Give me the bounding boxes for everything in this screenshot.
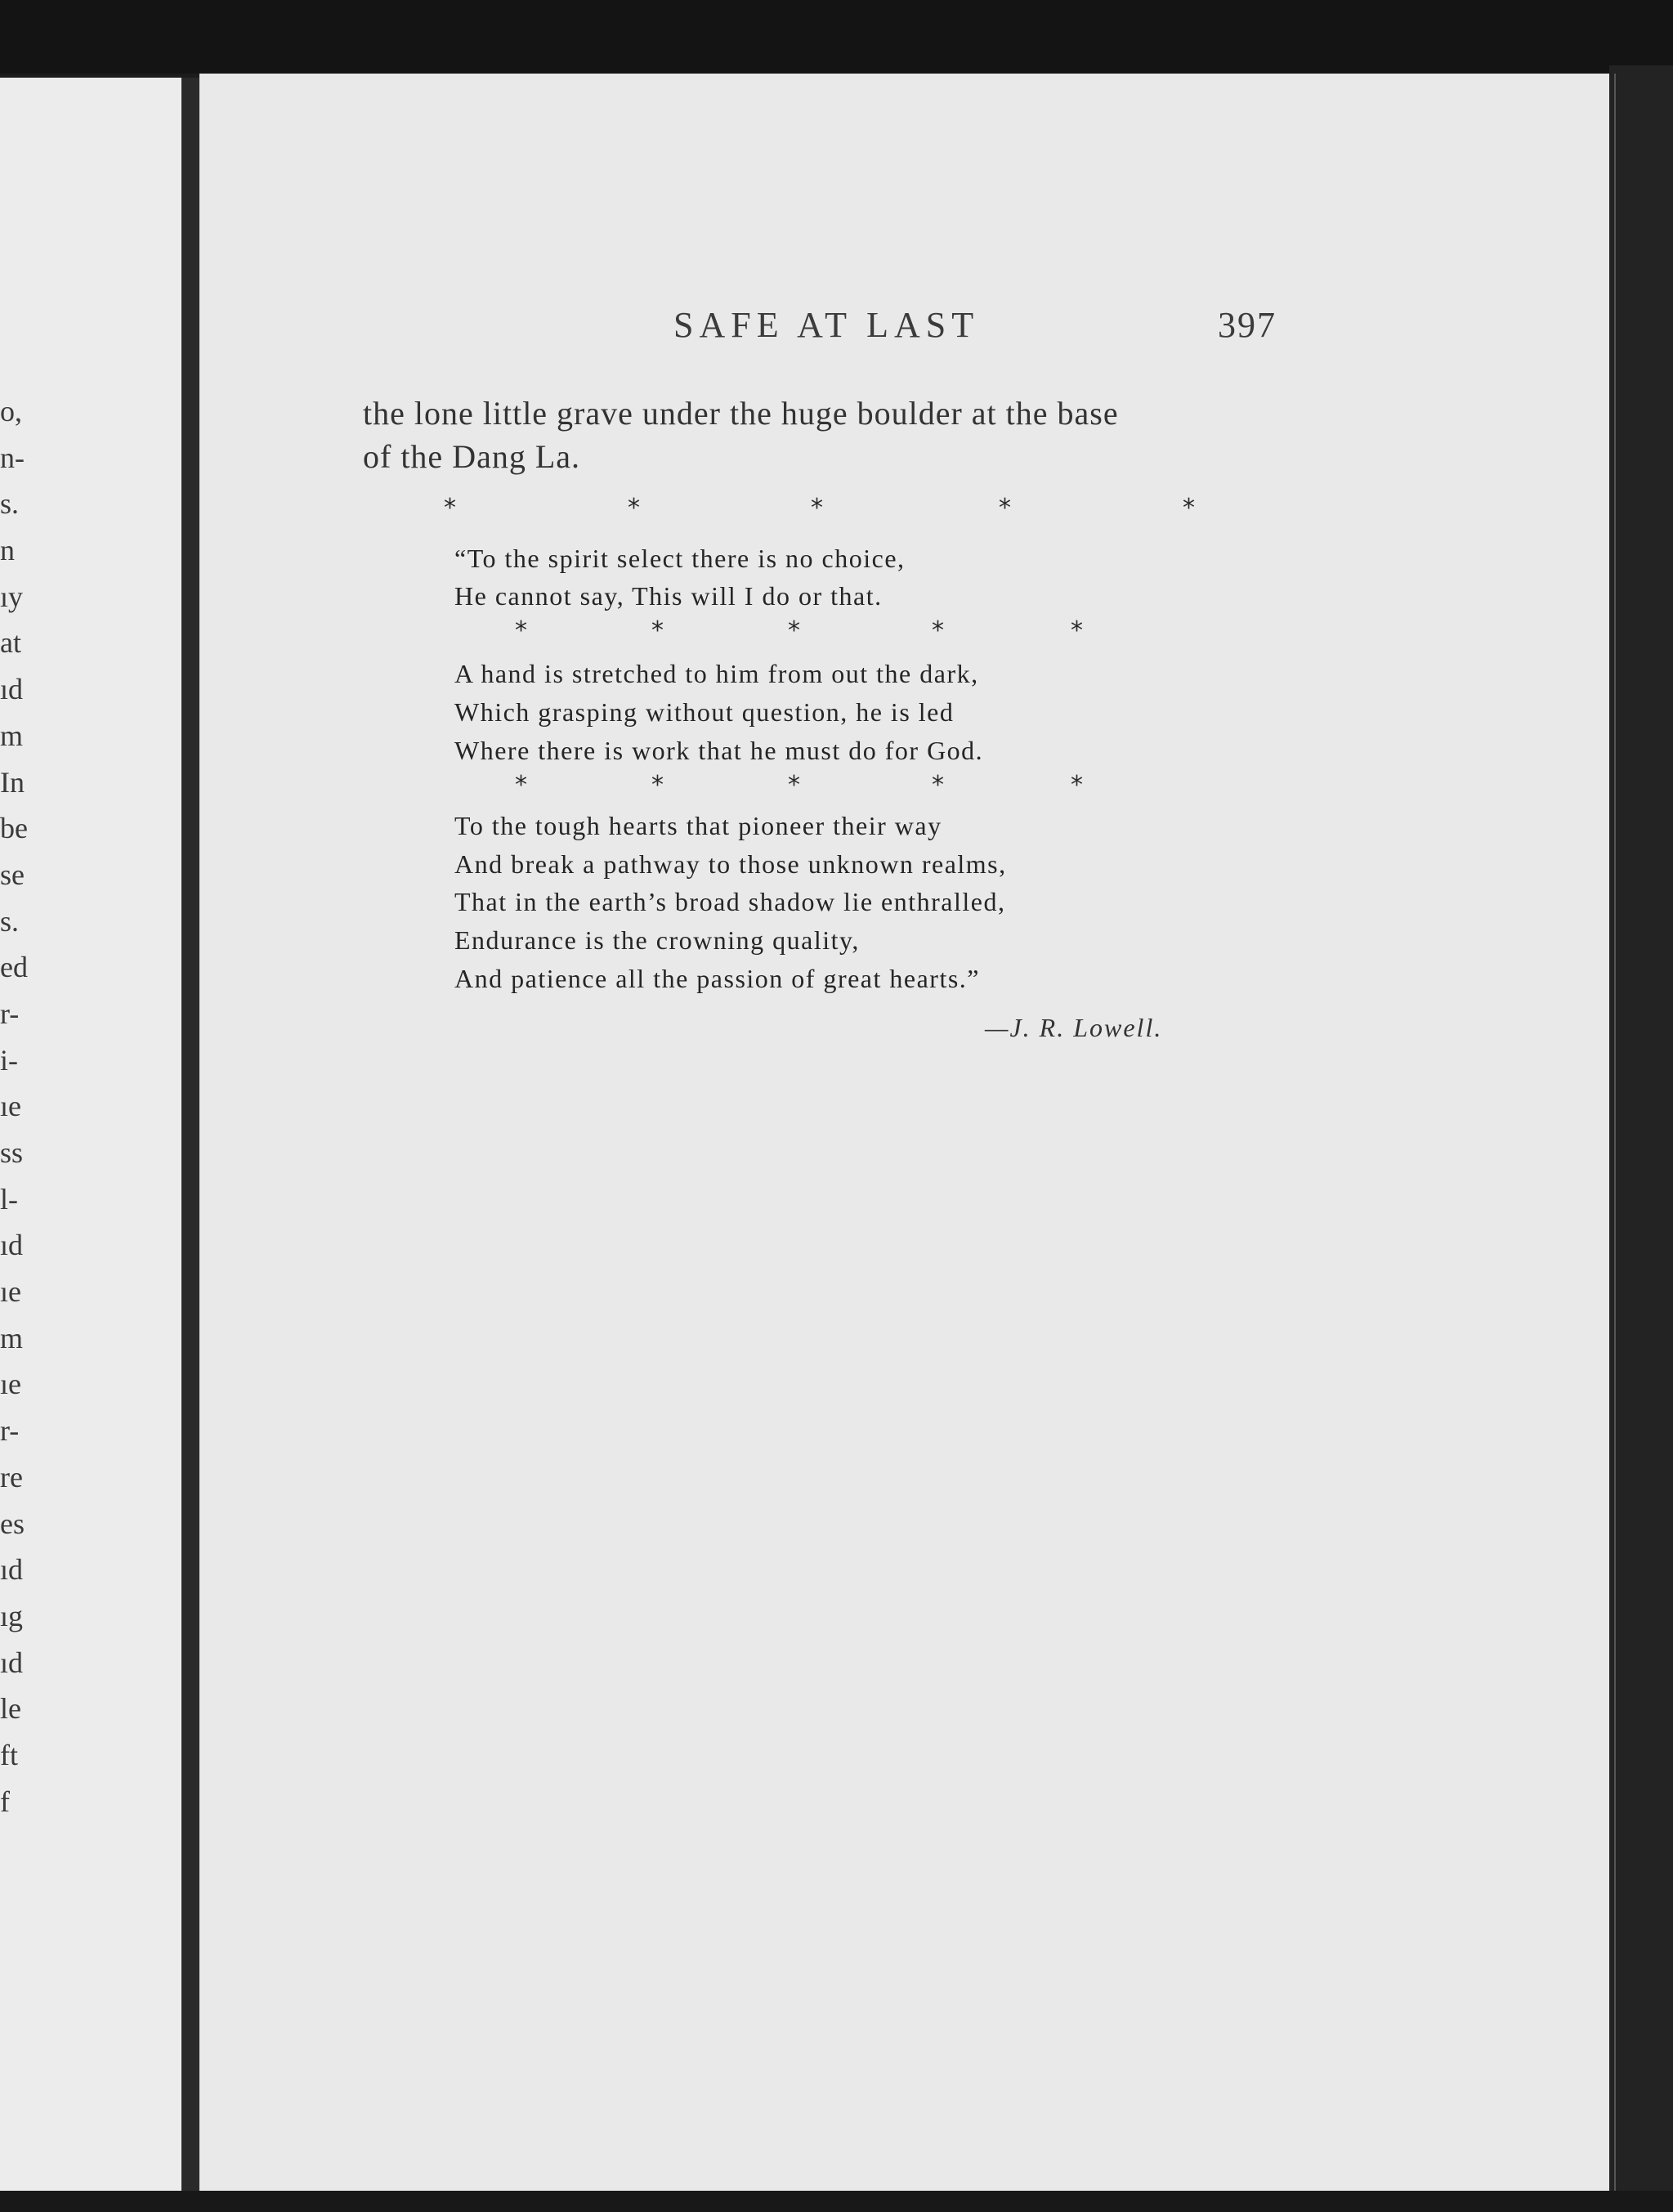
verse-line: That in the earth’s broad shadow lie enthralled, (454, 887, 1006, 916)
facing-page-line (0, 898, 180, 945)
cover-edge (1609, 65, 1673, 2212)
facing-page-line-fragment: be (0, 812, 28, 845)
facing-page-line (0, 666, 180, 713)
facing-page-line-fragment: es (0, 1507, 25, 1540)
top-binding-edge (0, 0, 1673, 74)
facing-page-line (0, 713, 180, 759)
star-separator: * (1071, 771, 1083, 799)
facing-page-line (0, 1501, 180, 1547)
facing-page-text (0, 388, 180, 1825)
star-separator: * (932, 771, 944, 799)
facing-page-line-fragment: i- (0, 1043, 18, 1077)
facing-page-line-fragment: s. (0, 487, 20, 521)
facing-page-line (0, 1222, 180, 1269)
facing-page-line (0, 1408, 180, 1454)
facing-page-line-fragment: m (0, 719, 24, 752)
facing-page-line (0, 1547, 180, 1593)
facing-page-line (0, 1779, 180, 1825)
facing-page-line (0, 1037, 180, 1084)
facing-page-line-fragment: n (0, 534, 15, 567)
facing-page-line-fragment: ıd (0, 1229, 24, 1262)
facing-page-line-fragment: se (0, 857, 25, 891)
facing-page-line (0, 527, 180, 574)
book-gutter (181, 78, 199, 2191)
page (199, 74, 1609, 2191)
page-number: 397 (1218, 305, 1277, 345)
star-separator: * (515, 771, 527, 799)
facing-page-line-fragment: ed (0, 951, 28, 984)
star-separator: * (811, 494, 823, 522)
facing-page-line (0, 1130, 180, 1176)
attribution: —J. R. Lowell. (985, 1013, 1163, 1042)
facing-page-line (0, 1315, 180, 1362)
verse-line: He cannot say, This will I do or that. (454, 581, 883, 611)
facing-page-line (0, 1593, 180, 1640)
facing-page-line-fragment: m (0, 1321, 24, 1355)
verse-line: Where there is work that he must do for God. (454, 736, 984, 765)
facing-page-line (0, 1732, 180, 1779)
section-break-stars (0, 494, 1195, 526)
facing-page-line (0, 991, 180, 1037)
facing-page-line-fragment: r- (0, 1414, 20, 1448)
star-separator: * (651, 771, 664, 799)
stanza-break-stars (0, 616, 1083, 649)
facing-page-line-fragment: ıe (0, 1275, 21, 1309)
facing-page-line-fragment: f (0, 1784, 10, 1818)
facing-page-line-fragment: r- (0, 996, 20, 1030)
facing-page-line-fragment: ıd (0, 1553, 24, 1587)
facing-page-line-fragment: le (0, 1692, 21, 1726)
facing-page-line (0, 1269, 180, 1315)
facing-page-line-fragment: l- (0, 1182, 18, 1216)
facing-page-line-fragment: ıg (0, 1599, 24, 1632)
star-separator: * (1071, 616, 1083, 645)
star-separator: * (788, 771, 800, 799)
star-separator: * (628, 494, 640, 522)
facing-page-line (0, 805, 180, 852)
facing-page-line (0, 1454, 180, 1501)
facing-page-line (0, 1361, 180, 1408)
verse-line: Which grasping without question, he is led (454, 697, 955, 727)
facing-page-line (0, 388, 180, 435)
facing-page-line-fragment: In (0, 765, 25, 799)
verse-line: Endurance is the crowning quality, (454, 925, 860, 955)
facing-page-line (0, 435, 180, 481)
stanza-break-stars (0, 771, 1083, 804)
facing-page-line-fragment: ıe (0, 1368, 21, 1401)
facing-page-line-fragment: ıd (0, 673, 24, 706)
facing-page-line-fragment: ıe (0, 1090, 21, 1123)
verse-line: A hand is stretched to him from out the dark, (454, 659, 979, 688)
cover-edge-line (1614, 74, 1616, 2191)
facing-page-line-fragment: ss (0, 1136, 24, 1169)
verse-line: To the tough hearts that pioneer their way (454, 811, 942, 840)
facing-page-line-fragment: re (0, 1460, 23, 1493)
facing-page-line-fragment: n- (0, 441, 25, 474)
facing-page-line (0, 1176, 180, 1223)
verse-line: And break a pathway to those unknown realms, (454, 849, 1007, 879)
verse-line: “To the spirit select there is no choice, (454, 544, 906, 573)
star-separator: * (932, 616, 944, 645)
facing-page-line-fragment: at (0, 626, 21, 660)
facing-page-line-fragment: ıy (0, 580, 24, 613)
facing-page-line (0, 944, 180, 991)
prose-line: the lone little grave under the huge boulder at the base (363, 395, 1119, 432)
facing-page-line (0, 574, 180, 620)
verse-line: And patience all the passion of great hearts.” (454, 964, 980, 993)
facing-page-line-fragment: ft (0, 1738, 18, 1771)
running-head: SAFE AT LAST (673, 305, 980, 345)
facing-page-line (0, 1083, 180, 1130)
facing-page-line-fragment: o, (0, 395, 22, 428)
star-separator: * (788, 616, 800, 645)
star-separator: * (1183, 494, 1195, 522)
facing-page-line (0, 1686, 180, 1732)
facing-page-line (0, 1640, 180, 1686)
star-separator: * (999, 494, 1011, 522)
bottom-binding-edge (0, 2191, 1673, 2212)
facing-page-line-fragment: s. (0, 904, 20, 938)
star-separator: * (444, 494, 456, 522)
star-separator: * (515, 616, 527, 645)
facing-page-line-fragment: ıd (0, 1646, 24, 1679)
facing-page (0, 78, 186, 2191)
facing-page-line (0, 852, 180, 898)
prose-line: of the Dang La. (363, 438, 581, 475)
star-separator: * (651, 616, 664, 645)
